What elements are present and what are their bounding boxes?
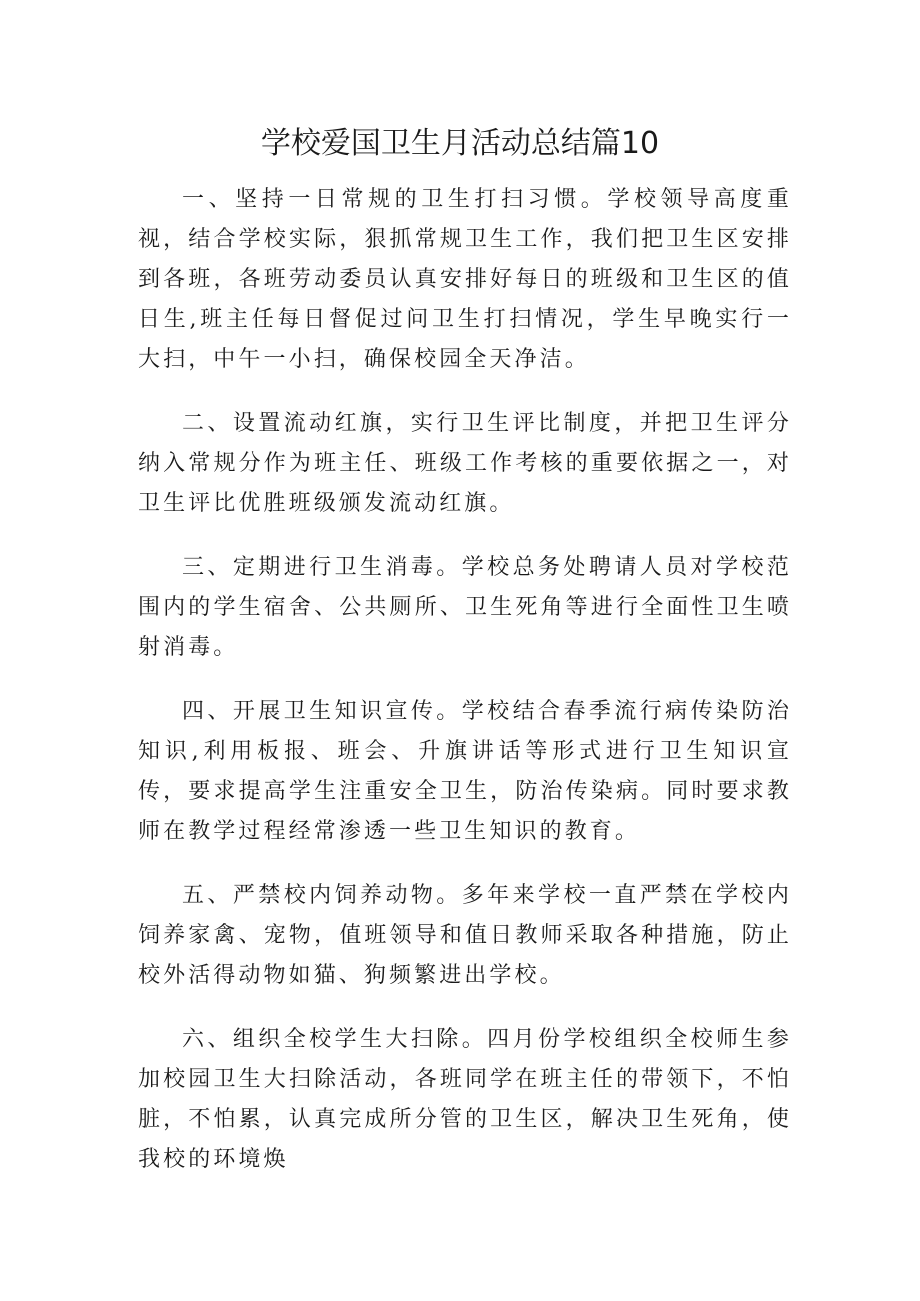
paragraph-1: 一、坚持一日常规的卫生打扫习惯。学校领导高度重视，结合学校实际，狠抓常规卫生工作，我们把卫生区安排到各班，各班劳动委员认真安排好每日的班级和卫生区的值日生,班主任每日督促过问卫生打扫情况，学生早晚实行一大扫，中午一小扫，确保校园全天净洁。	[138, 187, 792, 372]
document-body	[138, 180, 792, 1204]
paragraph-3: 三、定期进行卫生消毒。学校总务处聘请人员对学校范围内的学生宿舍、公共厕所、卫生死角等进行全面性卫生喷射消毒。	[138, 555, 792, 660]
paragraph-6: 六、组织全校学生大扫除。四月份学校组织全校师生参加校园卫生大扫除活动，各班同学在班主任的带领下，不怕脏，不怕累，认真完成所分管的卫生区，解决卫生死角，使我校的环境焕	[138, 1027, 792, 1172]
document-title: 学校爱国卫生月活动总结篇10	[260, 126, 660, 161]
paragraph-4: 四、开展卫生知识宣传。学校结合春季流行病传染防治知识,利用板报、班会、升旗讲话等形式进行卫生知识宣传，要求提高学生注重安全卫生，防治传染病。同时要求教师在教学过程经常渗透一些卫生知识的教育。	[138, 699, 792, 844]
paragraph-2: 二、设置流动红旗，实行卫生评比制度，并把卫生评分纳入常规分作为班主任、班级工作考核的重要依据之一，对卫生评比优胜班级颁发流动红旗。	[138, 411, 792, 516]
paragraph-5: 五、严禁校内饲养动物。多年来学校一直严禁在学校内饲养家禽、宠物，值班领导和值日教师采取各种措施，防止校外活得动物如猫、狗频繁进出学校。	[138, 883, 792, 988]
